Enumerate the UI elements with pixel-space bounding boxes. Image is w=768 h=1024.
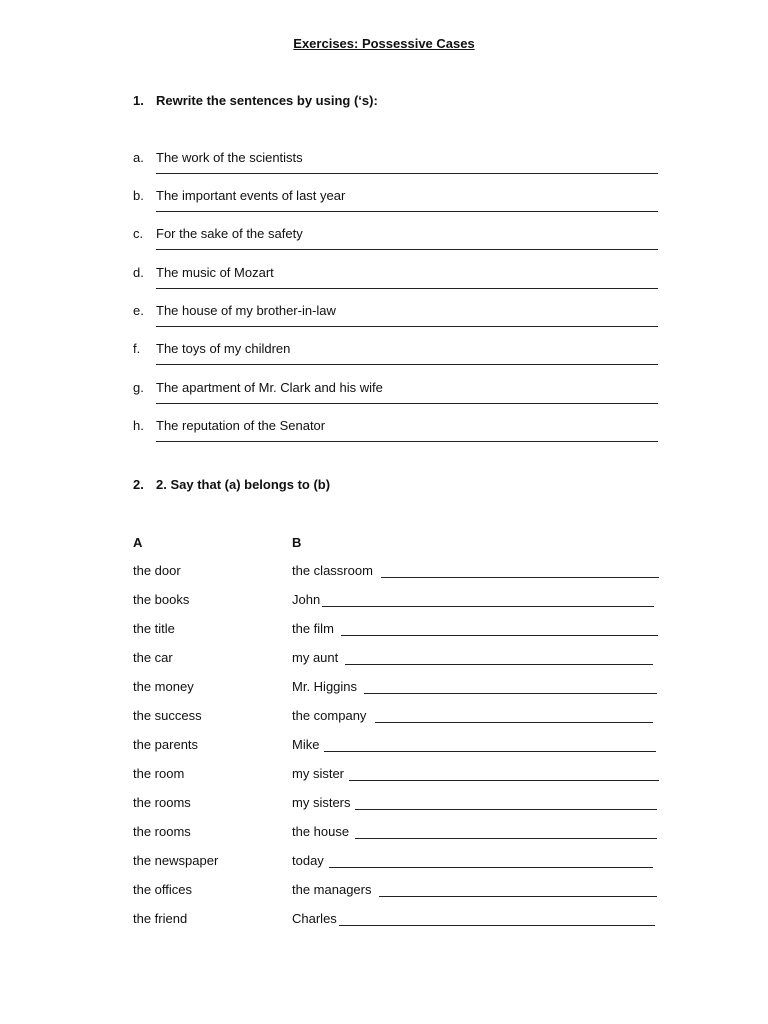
item-text: The work of the scientists — [156, 150, 303, 165]
owner: the company — [292, 708, 367, 723]
item-letter: f. — [133, 341, 141, 356]
owned-item: the title — [133, 621, 175, 636]
item-letter: b. — [133, 188, 144, 203]
pair-row — [133, 621, 659, 641]
answer-line[interactable] — [355, 838, 657, 839]
owner: John — [292, 592, 321, 607]
item-text: The house of my brother-in-law — [156, 303, 336, 318]
owned-item: the door — [133, 563, 181, 578]
answer-line[interactable] — [329, 867, 653, 868]
exercise-item-e — [133, 303, 658, 341]
pair-row — [133, 592, 659, 612]
pair-row — [133, 882, 659, 902]
owner: the classroom — [292, 563, 373, 578]
owner: the film — [292, 621, 334, 636]
answer-line[interactable] — [364, 693, 657, 694]
item-text: The apartment of Mr. Clark and his wife — [156, 380, 383, 395]
pair-row — [133, 563, 659, 583]
pair-row — [133, 824, 659, 844]
pair-row — [133, 911, 659, 931]
answer-line[interactable] — [156, 326, 658, 327]
exercise-item-c — [133, 226, 658, 264]
answer-line[interactable] — [375, 722, 653, 723]
answer-line[interactable] — [156, 441, 658, 442]
owned-item: the friend — [133, 911, 188, 926]
answer-line[interactable] — [156, 403, 658, 404]
owned-item: the rooms — [133, 824, 191, 839]
section-2-number: 2. — [133, 477, 144, 492]
owned-item: the room — [133, 766, 185, 781]
pair-row — [133, 708, 659, 728]
item-text: The important events of last year — [156, 188, 346, 203]
column-b-header: B — [292, 535, 302, 550]
answer-line[interactable] — [156, 249, 658, 250]
owner: Mr. Higgins — [292, 679, 358, 694]
owner: Charles — [292, 911, 337, 926]
answer-line[interactable] — [322, 606, 654, 607]
section-2-heading-text: 2. Say that (a) belongs to (b) — [156, 477, 331, 492]
pair-row — [133, 795, 659, 815]
owned-item: the money — [133, 679, 194, 694]
item-letter: h. — [133, 418, 144, 433]
exercise-item-b — [133, 188, 658, 226]
owner: the house — [292, 824, 350, 839]
pair-row — [133, 650, 659, 670]
owner: my sister — [292, 766, 344, 781]
exercise-item-f — [133, 341, 658, 379]
exercise-item-a — [133, 150, 658, 188]
section-1-heading-text: Rewrite the sentences by using (‘s): — [156, 93, 378, 108]
item-text: The music of Mozart — [156, 265, 274, 280]
answer-line[interactable] — [381, 577, 659, 578]
answer-line[interactable] — [156, 288, 658, 289]
exercise-item-g — [133, 380, 658, 418]
answer-line[interactable] — [379, 896, 657, 897]
item-letter: c. — [133, 226, 144, 241]
section-1-heading — [133, 93, 378, 108]
exercise-item-h — [133, 418, 658, 456]
section-1-number: 1. — [133, 93, 144, 108]
owner: my sisters — [292, 795, 351, 810]
item-text: The reputation of the Senator — [156, 418, 326, 433]
answer-line[interactable] — [339, 925, 655, 926]
answer-line[interactable] — [156, 211, 658, 212]
owned-item: the car — [133, 650, 173, 665]
item-letter: a. — [133, 150, 144, 165]
item-letter: e. — [133, 303, 144, 318]
answer-line[interactable] — [156, 173, 658, 174]
owner: today — [292, 853, 324, 868]
item-letter: d. — [133, 265, 144, 280]
item-text: For the sake of the safety — [156, 226, 303, 241]
pair-row — [133, 853, 659, 873]
page-title: Exercises: Possessive Cases — [293, 36, 475, 51]
answer-line[interactable] — [355, 809, 657, 810]
column-a-header: A — [133, 535, 143, 550]
answer-line[interactable] — [324, 751, 656, 752]
pair-row — [133, 679, 659, 699]
owner: Mike — [292, 737, 320, 752]
section-2-heading — [133, 477, 330, 492]
owned-item: the rooms — [133, 795, 191, 810]
answer-line[interactable] — [349, 780, 659, 781]
owned-item: the success — [133, 708, 202, 723]
owner: the managers — [292, 882, 372, 897]
pair-row — [133, 766, 659, 786]
answer-line[interactable] — [156, 364, 658, 365]
owner: my aunt — [292, 650, 339, 665]
item-letter: g. — [133, 380, 144, 395]
answer-line[interactable] — [345, 664, 653, 665]
answer-line[interactable] — [341, 635, 658, 636]
item-text: The toys of my children — [156, 341, 291, 356]
exercise-item-d — [133, 265, 658, 303]
owned-item: the books — [133, 592, 190, 607]
owned-item: the newspaper — [133, 853, 219, 868]
pair-row — [133, 737, 659, 757]
owned-item: the offices — [133, 882, 193, 897]
owned-item: the parents — [133, 737, 199, 752]
